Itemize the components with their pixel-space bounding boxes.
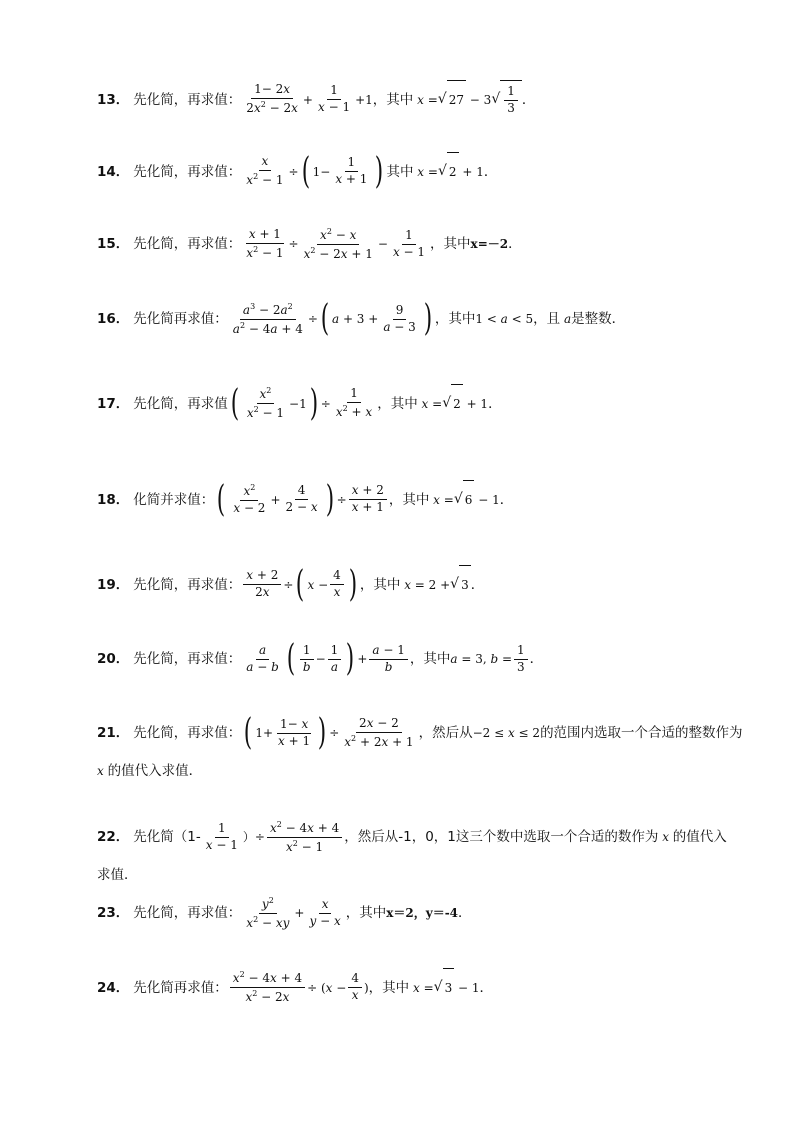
problem-number: 23． xyxy=(97,905,130,921)
fraction: $\frac{x^2 - 4x + 4}{x^2 - 1}$ xyxy=(267,820,342,855)
problem-lead: 先化简，再求值： xyxy=(133,236,242,252)
operator: ÷ xyxy=(288,164,299,179)
problem-number: 22． xyxy=(97,829,130,845)
sqrt: √ 3 xyxy=(434,968,455,1007)
fraction: $\frac{2x - 2}{x^2 + 2x + 1}$ xyxy=(344,715,414,749)
problem-23 xyxy=(97,894,734,932)
fraction: $\frac{y^2}{x^2 - xy}$ xyxy=(246,895,290,930)
operator: ）÷ xyxy=(242,830,265,844)
fraction: $\frac{1}{x^2 + x}$ xyxy=(335,386,373,419)
problem-tail: ，其中 xyxy=(368,979,410,996)
math-expression: x = xyxy=(421,396,443,411)
problem-19 xyxy=(97,565,734,604)
math-value: x＝2，y＝-4 xyxy=(386,906,459,920)
sqrt: √ $\frac{1}{3}$ xyxy=(491,80,522,119)
problem-18 xyxy=(97,480,734,519)
parenthesized-expression: ( 1− $\frac{1}{x + 1}$ ) xyxy=(301,150,384,192)
parenthesized-expression: ( $\frac{1}{b}$ − $\frac{1}{a}$ ) xyxy=(286,638,355,679)
parenthesized-expression: ( 1+ $\frac{1- x}{x + 1}$ ) xyxy=(244,712,327,753)
problem-number: 15． xyxy=(97,236,130,252)
problem-24 xyxy=(97,968,734,1007)
problem-tail: ，其中 xyxy=(372,91,414,108)
problem-tail: 的值代入 xyxy=(672,829,727,845)
fraction: $\frac{1- 2x}{2x^2 - 2x}$ xyxy=(246,82,298,115)
problem-tail: ，其中 xyxy=(388,491,430,508)
problem-tail: ，其中 xyxy=(345,905,387,921)
math-expression: − 1 xyxy=(474,492,500,507)
fraction: $\frac{a - 1}{b}$ xyxy=(369,644,407,675)
math-expression: −2 ≤ x ≤ 2 xyxy=(472,726,541,740)
problem-number: 20． xyxy=(97,651,130,667)
problem-lead: 先化简再求值： xyxy=(133,311,228,327)
fraction: $\frac{a}{a - b}$ xyxy=(246,642,279,674)
operator: ÷ xyxy=(336,492,347,507)
problem-tail: ． xyxy=(483,163,498,180)
operator: + xyxy=(302,92,313,107)
problem-number: 14． xyxy=(97,163,130,180)
problem-lead: 先化简，再求值： xyxy=(133,163,242,180)
math-value: x=－2 xyxy=(470,237,509,251)
problem-lead: 先化简，再求值： xyxy=(133,651,242,667)
problem-22 xyxy=(97,818,734,894)
parenthesized-expression: ( $\frac{x^2}{x - 2}$ + $\frac{4}{2 - x}$ ) xyxy=(217,478,334,520)
problem-tail: ． xyxy=(521,91,536,108)
problem-tail: ． xyxy=(488,395,502,412)
fraction: $\frac{1}{x - 1}$ xyxy=(205,820,238,852)
math-expression: x = xyxy=(417,164,438,179)
problem-lead: 先化简，再求值 xyxy=(133,395,228,412)
math-expression: x = xyxy=(433,492,454,507)
operator: + xyxy=(357,652,368,666)
math-var: a xyxy=(560,312,572,326)
problem-lead: 先化简（1- xyxy=(133,829,201,845)
problem-tail: ． xyxy=(479,979,494,996)
problem-tail: ． xyxy=(470,576,485,593)
operator: ÷ xyxy=(329,726,340,740)
problem-tail: 是整数． xyxy=(571,311,626,327)
math-expression: − 3 xyxy=(465,92,492,107)
parenthesized-expression: ( x − $\frac{4}{x}$ ) xyxy=(296,563,358,605)
problem-tail: ，其中 xyxy=(409,651,451,667)
math-var: x xyxy=(658,830,673,844)
math-expression: + 1 xyxy=(462,396,489,411)
fraction: $\frac{1}{3}$ xyxy=(514,644,528,675)
problem-lead: 先化简，再求值： xyxy=(133,91,242,108)
problem-tail: ，其中 xyxy=(430,236,471,252)
fraction: $\frac{x}{x^2 - 1}$ xyxy=(246,154,284,187)
problem-tail: ，其中 xyxy=(359,576,401,593)
problem-tail: ，且 xyxy=(533,311,561,327)
operator: ÷ xyxy=(288,237,299,251)
fraction: $\frac{x + 1}{x^2 - 1}$ xyxy=(246,226,284,260)
problem-tail: ，然后从-1，0，1这三个数中选取一个合适的数作为 xyxy=(344,829,659,845)
math-expression: − 1 xyxy=(454,980,480,995)
problem-tail: ，然后从 xyxy=(418,725,473,741)
fraction: $\frac{x^2 - x}{x^2 - 2x + 1}$ xyxy=(303,226,373,261)
math-expression: a = 3, b = xyxy=(450,652,513,666)
problem-number: 16． xyxy=(97,311,130,327)
sqrt: √ 3 xyxy=(450,565,471,604)
problem-21 xyxy=(97,712,743,790)
fraction: $\frac{x}{y - x}$ xyxy=(309,896,341,928)
problem-lead: 先化简再求值： xyxy=(133,979,228,996)
fraction: $\frac{a^3 - 2a^2}{a^2 - 4a + 4}$ xyxy=(232,301,303,336)
operator: ÷ xyxy=(320,396,331,411)
problem-continuation: 求值． xyxy=(97,867,138,883)
sqrt: √ 27 xyxy=(438,80,466,119)
problem-tail: ． xyxy=(458,905,472,921)
problem-number: 17． xyxy=(97,395,130,412)
fraction: $\frac{1}{x - 1}$ xyxy=(392,227,426,259)
operator: +1 xyxy=(355,92,373,107)
problem-lead: 先化简，再求值： xyxy=(133,905,242,921)
parenthesized-expression: ( a + 3 + $\frac{9}{a - 3}$ ) xyxy=(320,298,433,339)
problem-13 xyxy=(97,80,734,119)
operator: ÷ xyxy=(307,312,318,326)
sqrt: √ 2 xyxy=(442,384,463,423)
operator: − xyxy=(377,237,388,251)
problem-number: 19． xyxy=(97,576,130,593)
fraction: $\frac{1}{x - 1}$ xyxy=(317,83,351,114)
problem-continuation: 的值代入求值． xyxy=(107,763,203,779)
problem-lead: 先化简，再求值： xyxy=(133,576,242,593)
problem-tail: ． xyxy=(529,651,544,667)
problem-lead: 先化简，再求值： xyxy=(133,725,242,741)
fraction: $\frac{4}{x}$ xyxy=(348,972,362,1003)
sqrt: √ 6 xyxy=(454,480,475,519)
sqrt: √ 2 xyxy=(438,152,459,191)
operator: + xyxy=(294,906,305,920)
problem-number: 21． xyxy=(97,725,130,741)
problem-lead: 化简并求值： xyxy=(133,491,215,508)
math-expression: + 1 xyxy=(458,164,484,179)
problem-number: 24． xyxy=(97,979,130,996)
problem-number: 18． xyxy=(97,491,130,508)
fraction: $\frac{x + 2}{x + 1}$ xyxy=(349,484,387,515)
problem-14 xyxy=(97,152,734,191)
math-expression: x = xyxy=(412,980,434,995)
parenthesized-expression: ( $\frac{x^2}{x^2 - 1}$ −1 ) xyxy=(230,382,318,424)
math-expression: x = 2 + xyxy=(404,577,451,592)
fraction: $\frac{x^2 - 4x + 4}{x^2 - 2x}$ xyxy=(230,970,305,1005)
fraction: $\frac{x + 2}{2x}$ xyxy=(243,569,281,600)
problem-tail: ． xyxy=(499,491,514,508)
problem-15 xyxy=(97,225,734,263)
problem-20 xyxy=(97,640,734,678)
problem-tail: 其中 xyxy=(386,163,414,180)
math-expression: x = xyxy=(417,92,438,107)
problem-number: 13． xyxy=(97,91,130,108)
problem-17 xyxy=(97,384,734,423)
math-var: x xyxy=(97,764,108,778)
problem-16 xyxy=(97,300,734,338)
operator: ÷ xyxy=(283,577,294,592)
problem-tail: ，其中 xyxy=(434,311,476,327)
problem-tail: 的范围内选取一个合适的整数作为 xyxy=(540,725,743,741)
problem-tail: ． xyxy=(508,236,522,252)
operator: ) xyxy=(363,980,369,995)
math-expression: 1 < a < 5 xyxy=(475,312,534,326)
problem-tail: ，其中 xyxy=(377,395,418,412)
operator: ÷ (x − xyxy=(307,980,347,995)
